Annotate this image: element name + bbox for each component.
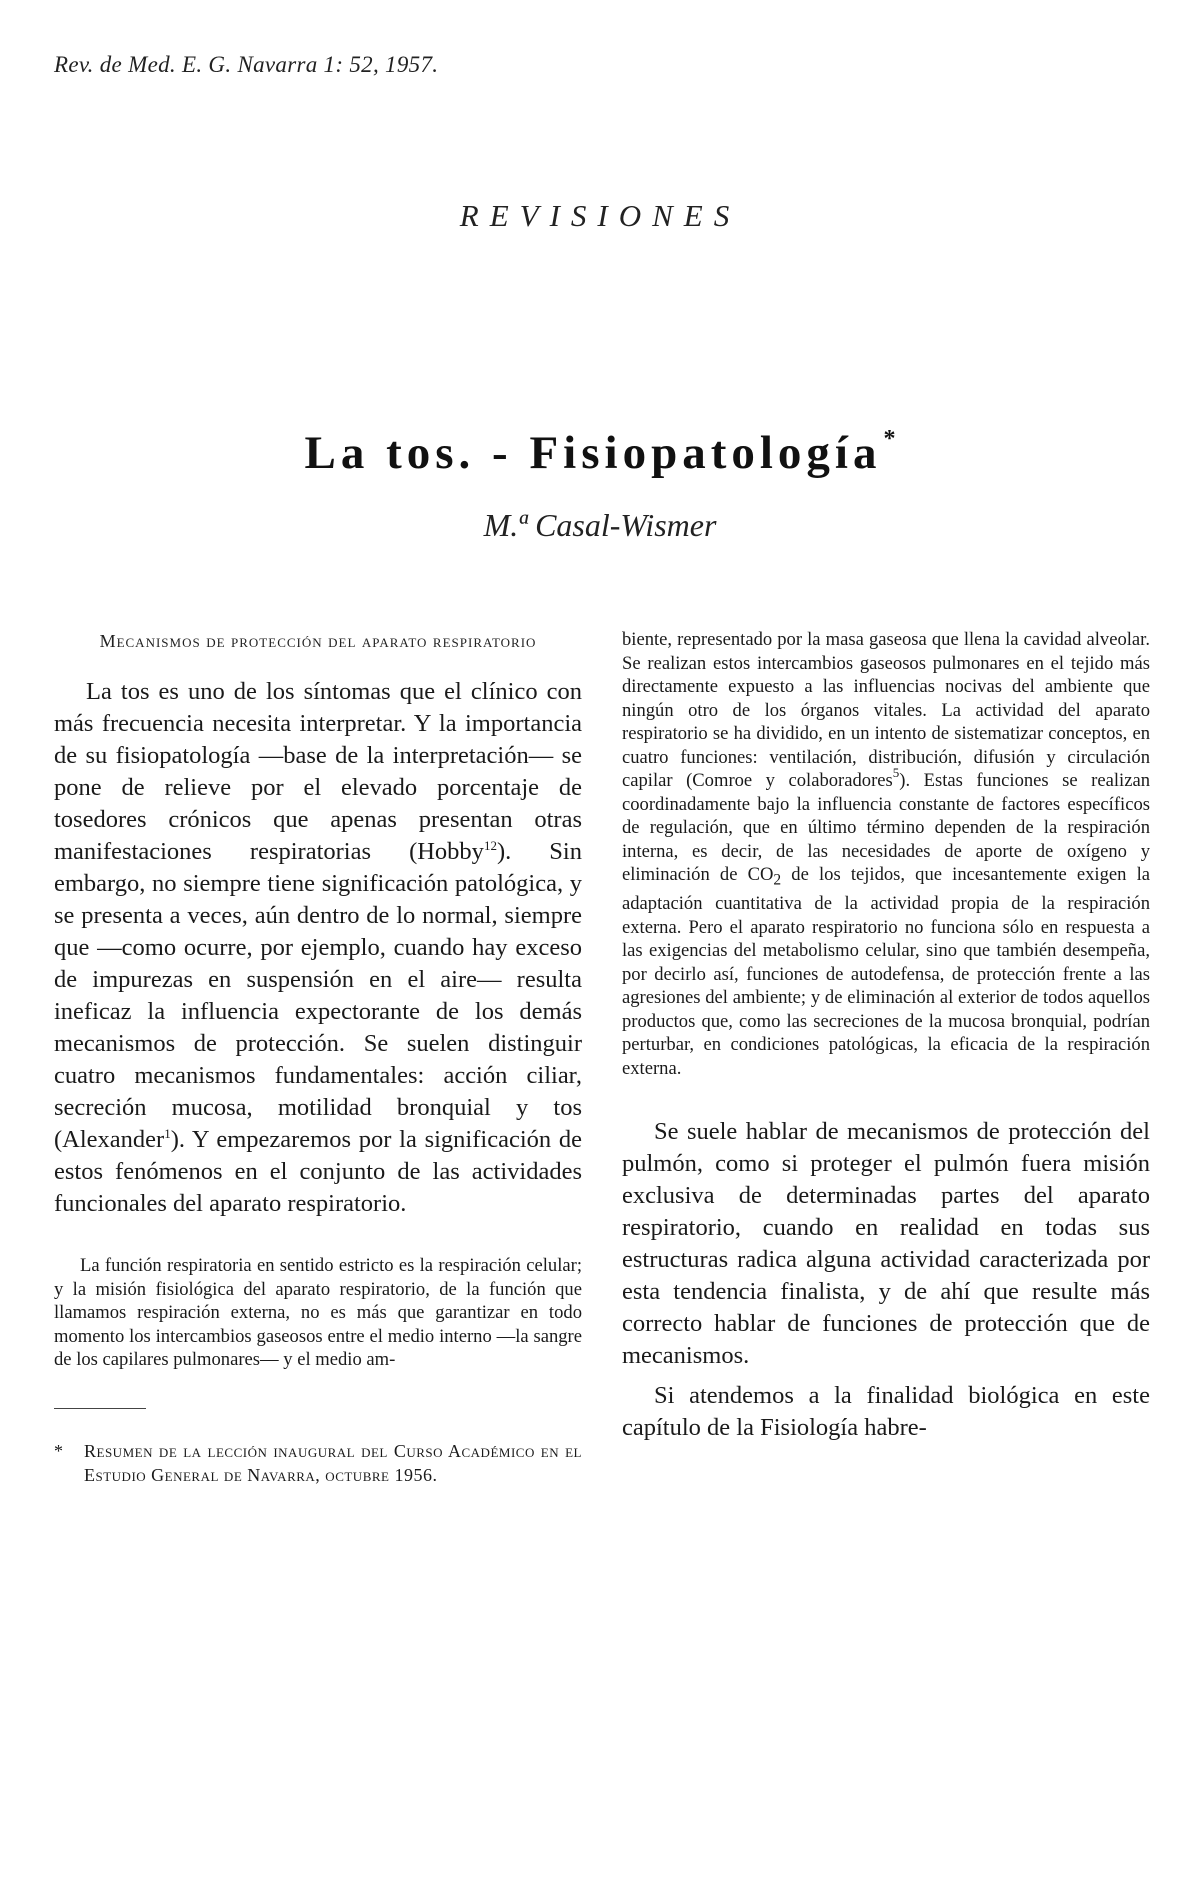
continued-paragraph (622, 628, 1150, 1080)
footnote-divider (54, 1408, 146, 1409)
article-title (0, 426, 1200, 480)
protection-functions-paragraph: Se suele hablar de mecanismos de protección del pulmón, como si proteger el pulmón fuera misión exclusiva de determinadas partes del aparato respiratorio, cuando en realidad en todas sus estructuras radica alguna actividad caracterizada por esta tendencia finalista, y de ahí que resulte más correcto hablar de funciones de protección que de mecanismos. (622, 1118, 1150, 1370)
intro-text-c: ). Y empezaremos por la significación de estos fenómenos en el conjunto de las actividades funcionales del aparato respiratorio. (54, 1126, 582, 1217)
footnote-mark: * (54, 1440, 64, 1461)
biological-purpose-paragraph: Si atendemos a la finalidad biológica en este capítulo de la Fisiología habre- (622, 1382, 1150, 1442)
continued-text-a: biente, representado por la masa gaseosa que llena la cavidad alveolar. Se realizan estos intercambios gaseosos pulmonares en el tejido más directamente expuesto a las influencias nocivas del ambiente que ningún otro de los órganos vitales. La actividad del aparato respiratorio se ha dividido, en un intento de sistematizar conceptos, en cuatro funciones: ventilación, distribución, difusión y circulación capilar (Comroe y colaboradores (622, 629, 1150, 791)
article-author: M.ª Casal-Wismer (483, 507, 717, 543)
section-heading: Mecanismos de protección del aparato respiratorio (99, 631, 537, 651)
continued-text-c: de los tejidos, que incesantemente exigen la adaptación cuantitativa de la actividad propia de la respiración externa. Pero el aparato respiratorio no funciona sólo en respuesta a las exigencias del metabolismo celular, sino que también desempeña, por decirlo así, funciones de autodefensa, de protección frente a las agresiones del ambiente; y de eliminación al exterior de todos aquellos productos que, como las secreciones de la mucosa bronquial, podrían perturbar, en condiciones patológicas, la eficacia de la respiración externa. (622, 864, 1150, 1079)
section-title: REVISIONES (459, 198, 741, 233)
citation-alexander: 1 (164, 1126, 171, 1141)
journal-reference: Rev. de Med. E. G. Navarra 1: 52, 1957. (54, 52, 439, 77)
citation-comroe: 5 (892, 765, 900, 780)
footnote (54, 1439, 582, 1487)
continued-text-b: ). Estas funciones se realizan coordinadamente bajo la influencia constante de factores específicos de regulación, que en último término dependen de la respiración interna, es decir, de las necesidades de aporte de oxígeno y eliminación de CO (622, 770, 1150, 885)
left-column (54, 628, 582, 1487)
footnote-text: Resumen de la lección inaugural del Curso Académico en el Estudio General de Navarra, octubre 1956. (84, 1440, 582, 1485)
intro-text-a: La tos es uno de los síntomas que el clínico con más frecuencia necesita interpretar. Y la importancia de su fisiopatología —base de la interpretación— se pone de relieve por el elevado porcentaje de tosedores crónicos que apenas presentan otras manifestaciones respiratorias (Hobby (54, 678, 582, 865)
co2-subscript: 2 (773, 871, 782, 889)
citation-hobby: 12 (483, 838, 497, 853)
intro-text-b: ). Sin embargo, no siempre tiene significación patológica, y se presenta a veces, aún dentro de lo normal, siempre que —como ocurre, por ejemplo, cuando hay exceso de impurezas en suspensión en el aire— resulta ineficaz la influencia expectorante de los demás mecanismos de protección. Se suelen distinguir cuatro mecanismos fundamentales: acción ciliar, secreción mucosa, motilidad bronquial y tos (Alexander (54, 838, 582, 1153)
right-column (622, 628, 1150, 1444)
intro-paragraph (54, 676, 582, 1220)
respiratory-function-paragraph: La función respiratoria en sentido estricto es la respiración celular; y la misión fisiológica del aparato respiratorio, de la función que llamamos respiración externa, no es más que garantizar en todo momento los intercambios gaseosos entre el medio interno —la sangre de los capilares pulmonares— y el medio am- (54, 1255, 582, 1370)
article-title-text: La tos. - Fisiopatología (304, 427, 882, 479)
title-footnote-mark: * (883, 426, 896, 452)
